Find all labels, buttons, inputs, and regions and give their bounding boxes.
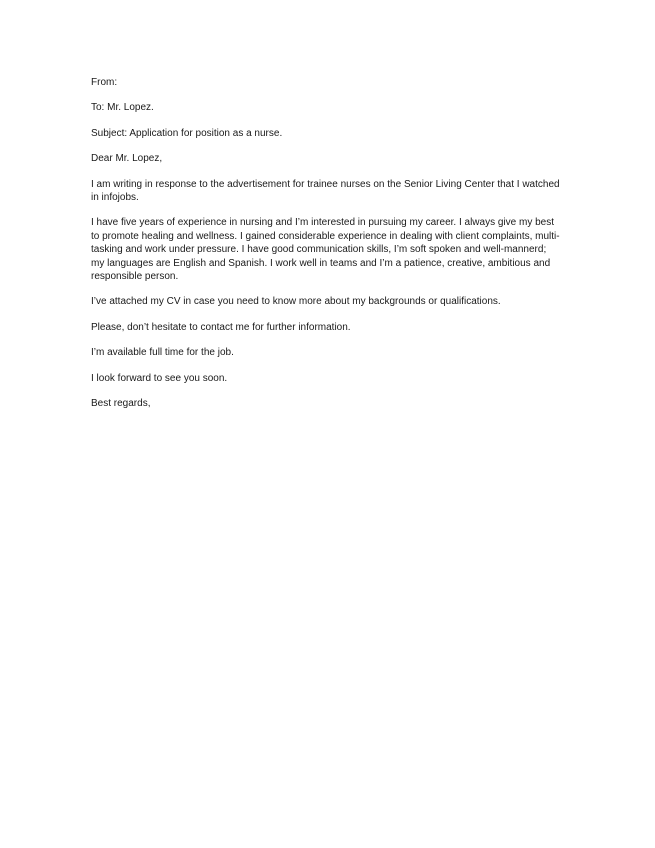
- paragraph-cv: I’ve attached my CV in case you need to know more about my backgrounds or qualifications.: [91, 296, 501, 308]
- paragraph-contact: Please, don’t hesitate to contact me for further information.: [91, 321, 351, 333]
- paragraph-availability: I’m available full time for the job.: [91, 347, 234, 359]
- from-line: From:: [91, 77, 118, 88]
- to-line: To: Mr. Lopez.: [91, 102, 154, 114]
- closing-line: Best regards,: [91, 398, 151, 410]
- letter-body: [91, 76, 561, 423]
- salutation: Dear Mr. Lopez,: [91, 153, 163, 165]
- paragraph-intro: I am writing in response to the advertisement for trainee nurses on the Senior Living Center that I watched in infojobs.: [91, 178, 560, 204]
- subject-line: Subject: Application for position as a nurse.: [91, 127, 283, 139]
- paragraph-lookforward: I look forward to see you soon.: [91, 372, 228, 384]
- paragraph-experience: I have five years of experience in nursing and I’m interested in pursuing my career. I always give my best to promote healing and wellness. I gained considerable experience in dealing with client complaints, multi-tasking and work under pressure. I have good communication skills, I’m soft spoken and well-mannerd; my languages are English and Spanish. I work well in teams and I’m a patience, creative, ambitious and responsible person.: [91, 217, 560, 283]
